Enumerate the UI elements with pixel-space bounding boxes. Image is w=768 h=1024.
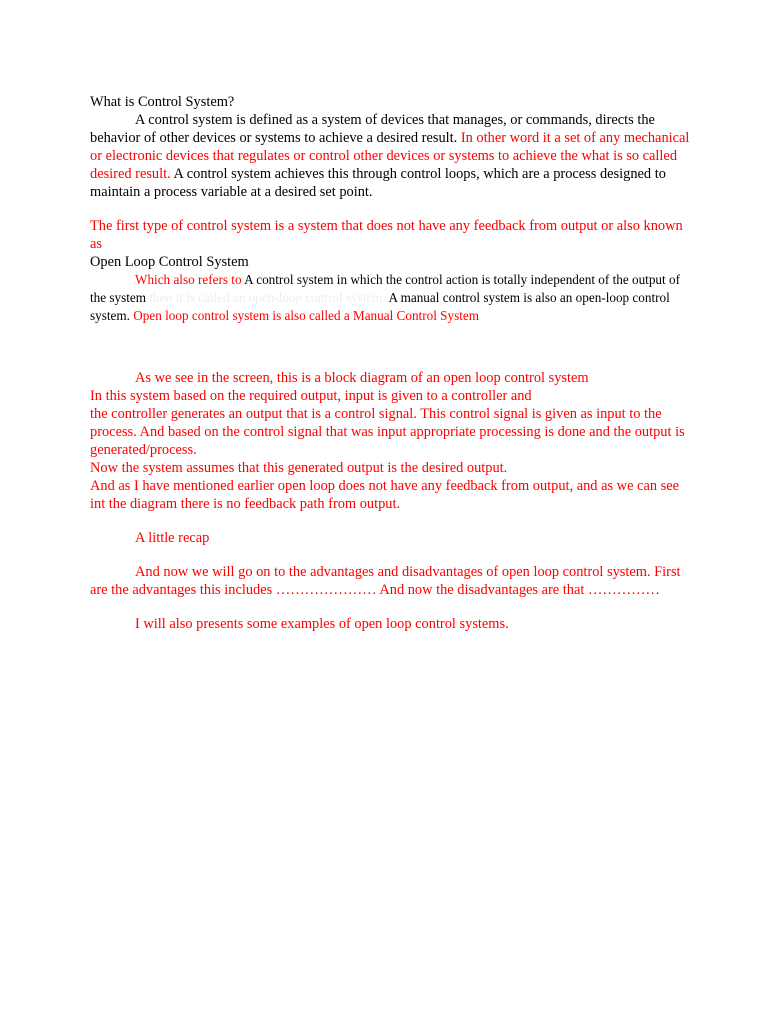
paragraph-controller-output: the controller generates an output that is a control signal. This control signal is given as input to the process. And based on the control signal that was input appropriate processing is done and the output is generated/process.	[90, 406, 685, 458]
paragraph-first-type: The first type of control system is a system that does not have any feedback from output or also known as	[90, 218, 683, 252]
paragraph-system-assumes: Now the system assumes that this generated output is the desired output.	[90, 460, 508, 476]
spacer	[90, 347, 690, 369]
paragraph-block-diagram: As we see in the screen, this is a block diagram of an open loop control system	[135, 370, 589, 386]
spacer	[90, 599, 690, 615]
definition-text-continued: A control system achieves this through control loops, which are a process designed to maintain a process variable at a desired set point.	[90, 166, 666, 200]
spacer	[90, 513, 690, 529]
open-loop-definition-text: A control system in which the control action is totally independent of the output of the system	[90, 272, 680, 305]
manual-control-text: A manual control system is also an open-loop control system.	[90, 290, 670, 323]
paragraph-no-feedback: And as I have mentioned earlier open loop does not have any feedback from output, and as we can see int the diagram there is no feedback path from output.	[90, 478, 680, 512]
definition-highlight: In other word it a set of any mechanical or electronic devices that regulates or control other devices or systems to achieve the what is so called desired result.	[90, 130, 690, 182]
spacer	[90, 201, 690, 217]
paragraph-system-input: In this system based on the required output, input is given to a controller and	[90, 388, 532, 404]
paragraph-examples: I will also presents some examples of open loop control systems.	[135, 616, 509, 632]
paragraph-recap: A little recap	[135, 530, 210, 546]
paragraph-advantages: And now we will go on to the advantages and disadvantages of open loop control system. First are the advantages this includes ………………… And now the disadvantages are that ……………	[90, 564, 681, 598]
spacer	[90, 325, 690, 347]
document-body	[90, 93, 690, 633]
manual-control-highlight: Open loop control system is also called a Manual Control System	[129, 308, 479, 323]
paragraph-definition	[90, 111, 690, 201]
spacer	[90, 547, 690, 563]
faint-text: then it is called an open-loop control system.	[146, 290, 386, 305]
heading-open-loop: Open Loop Control System	[90, 254, 249, 270]
heading-what-is-control-system: What is Control System?	[90, 94, 235, 110]
definition-text: A control system is defined as a system of devices that manages, or commands, directs the behavior of other devices or systems to achieve a desired result.	[90, 112, 655, 146]
refers-to-text: Which also refers to	[135, 272, 242, 287]
paragraph-open-loop-definition	[90, 271, 690, 325]
